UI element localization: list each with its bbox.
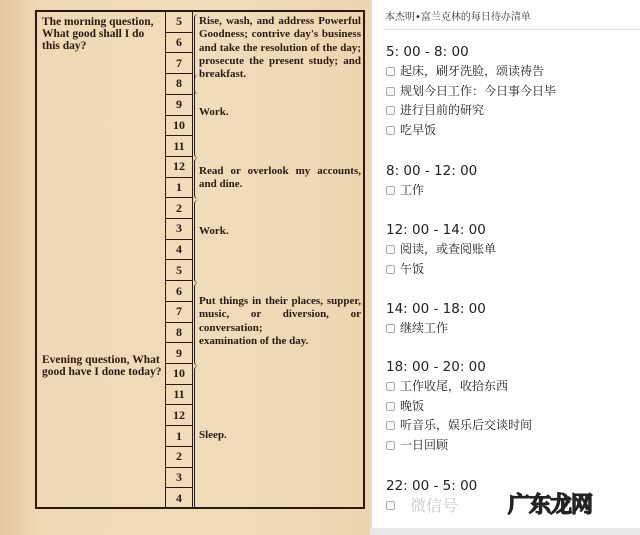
checkbox[interactable] bbox=[386, 87, 395, 96]
todo-item[interactable] bbox=[386, 416, 532, 436]
activity-read-dine: Read or overlook my accounts, and dine. bbox=[199, 165, 361, 191]
hour-cell: 7 bbox=[166, 302, 192, 323]
hour-column bbox=[165, 12, 193, 507]
time-section bbox=[386, 299, 486, 339]
todo-item[interactable] bbox=[386, 319, 486, 339]
todo-label: 晚饭 bbox=[400, 398, 425, 413]
time-range: 14: 00 - 18: 00 bbox=[386, 301, 486, 317]
hour-cell: 5 bbox=[166, 12, 192, 33]
hour-cell: 2 bbox=[166, 198, 192, 219]
todo-label: 听音乐，娱乐后交谈时间 bbox=[400, 418, 533, 432]
todo-item[interactable] bbox=[386, 240, 496, 260]
morning-question: The morning question, What good shall I do this day? bbox=[42, 16, 154, 52]
panel-title: 本杰明•富兰克林的每日待办清单 bbox=[385, 12, 531, 23]
todo-item[interactable] bbox=[386, 82, 556, 102]
todo-item[interactable] bbox=[386, 181, 477, 201]
todo-label: 工作收尾，收拾东西 bbox=[400, 379, 509, 393]
activity-work-morning: Work. bbox=[199, 106, 229, 118]
todo-item[interactable] bbox=[386, 62, 556, 82]
hour-cell: 4 bbox=[166, 488, 192, 509]
checkbox[interactable] bbox=[386, 186, 395, 195]
todo-item[interactable] bbox=[386, 121, 556, 141]
todo-panel bbox=[370, 0, 640, 535]
checkbox[interactable] bbox=[386, 402, 395, 411]
watermark-wechat: 微信号 bbox=[410, 496, 459, 515]
todo-label: 起床，刷牙洗脸，颂读祷告 bbox=[400, 64, 545, 78]
evening-question: Evening question, What good have I done today? bbox=[42, 354, 162, 378]
checkbox[interactable] bbox=[386, 501, 395, 510]
hour-cell: 5 bbox=[166, 261, 192, 282]
todo-item[interactable] bbox=[386, 436, 532, 456]
hour-cell: 2 bbox=[166, 447, 192, 468]
watermark-site: 广东龙网 bbox=[508, 493, 593, 518]
time-range: 18: 00 - 20: 00 bbox=[386, 359, 486, 375]
activity-sleep: Sleep. bbox=[199, 429, 227, 441]
todo-label: 午饭 bbox=[400, 261, 425, 276]
divider bbox=[384, 29, 640, 30]
hour-cell: 8 bbox=[166, 74, 192, 95]
hour-cell: 12 bbox=[166, 157, 192, 178]
time-section bbox=[386, 220, 496, 279]
activity-examination: examination of the day. bbox=[199, 335, 309, 347]
hour-cell: 1 bbox=[166, 426, 192, 447]
daily-schedule-table bbox=[35, 10, 365, 509]
time-range: 22: 00 - 5: 00 bbox=[386, 478, 478, 494]
todo-label: 阅读，或查阅账单 bbox=[400, 242, 497, 256]
checkbox[interactable] bbox=[386, 67, 395, 76]
checkbox[interactable] bbox=[386, 421, 395, 430]
hour-cell: 1 bbox=[166, 178, 192, 199]
hour-cell: 3 bbox=[166, 468, 192, 489]
todo-label: 吃早饭 bbox=[400, 122, 437, 137]
time-section bbox=[386, 42, 556, 140]
hour-cell: 6 bbox=[166, 33, 192, 54]
todo-label: 进行目前的研究 bbox=[400, 103, 485, 117]
hour-cell: 8 bbox=[166, 323, 192, 344]
checkbox[interactable] bbox=[386, 106, 395, 115]
time-section bbox=[386, 357, 532, 455]
todo-item[interactable] bbox=[386, 101, 556, 121]
hour-cell: 11 bbox=[166, 385, 192, 406]
activity-work-afternoon: Work. bbox=[199, 225, 229, 237]
time-range: 12: 00 - 14: 00 bbox=[386, 222, 486, 238]
hour-cell: 12 bbox=[166, 405, 192, 426]
time-range: 5: 00 - 8: 00 bbox=[386, 44, 469, 60]
brace bbox=[194, 200, 199, 283]
hour-cell: 10 bbox=[166, 116, 192, 137]
todo-item[interactable] bbox=[386, 397, 532, 417]
checkbox[interactable] bbox=[386, 324, 395, 333]
checkbox[interactable] bbox=[386, 126, 395, 135]
hour-cell: 3 bbox=[166, 219, 192, 240]
todo-item[interactable] bbox=[386, 260, 496, 280]
checkbox[interactable] bbox=[386, 245, 395, 254]
hour-cell: 4 bbox=[166, 240, 192, 261]
hour-cell: 10 bbox=[166, 364, 192, 385]
hour-cell: 6 bbox=[166, 281, 192, 302]
hour-cell: 9 bbox=[166, 343, 192, 364]
activity-evening: Put things in their places, supper, music, or diversion, or conversation; bbox=[199, 295, 361, 334]
hour-cell: 9 bbox=[166, 95, 192, 116]
hour-cell: 11 bbox=[166, 136, 192, 157]
time-range: 8: 00 - 12: 00 bbox=[386, 163, 478, 179]
time-section bbox=[386, 161, 477, 201]
panel-bottom-bar bbox=[370, 528, 640, 535]
checkbox[interactable] bbox=[386, 441, 395, 450]
todo-label: 一日回顾 bbox=[400, 437, 449, 452]
activity-rise: Rise, wash, and address Powerful Goodness; contrive day's business and take the resolution of the day; prosecute the present study; and breakfast. bbox=[199, 15, 361, 81]
hour-cell: 7 bbox=[166, 53, 192, 74]
todo-label: 继续工作 bbox=[400, 321, 449, 335]
todo-label: 工作 bbox=[400, 183, 425, 197]
todo-item[interactable] bbox=[386, 377, 532, 397]
checkbox[interactable] bbox=[386, 382, 395, 391]
checkbox[interactable] bbox=[386, 265, 395, 274]
todo-label: 规划今日工作：今日事今日毕 bbox=[400, 83, 557, 98]
